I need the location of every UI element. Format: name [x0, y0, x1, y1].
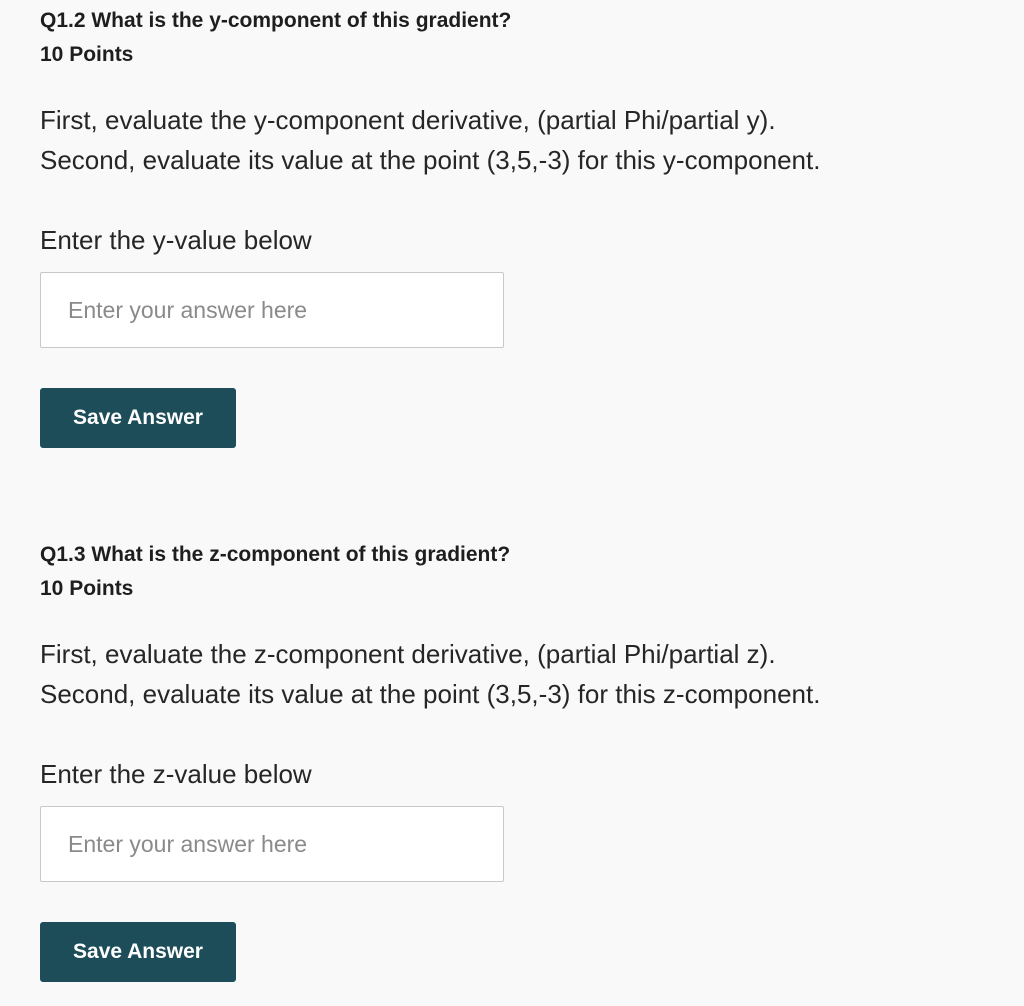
question-body-line: Second, evaluate its value at the point (3,5,-3) for this z-component.	[40, 679, 821, 709]
question-title: Q1.2 What is the y-component of this gradient?	[40, 9, 512, 32]
question-body-line: First, evaluate the z-component derivative, (partial Phi/partial z).	[40, 639, 776, 669]
question-points: 10 Points	[40, 577, 134, 600]
answer-prompt: Enter the y-value below	[40, 225, 312, 255]
answer-prompt: Enter the z-value below	[40, 759, 312, 789]
question-body	[40, 634, 940, 714]
save-answer-button[interactable]: Save Answer	[40, 922, 236, 982]
answer-input[interactable]	[40, 806, 504, 882]
answer-input[interactable]	[40, 272, 504, 348]
question-points: 10 Points	[40, 43, 134, 66]
question-q1-2	[40, 6, 940, 448]
question-body	[40, 100, 940, 180]
question-q1-3	[40, 540, 940, 982]
question-title: Q1.3 What is the z-component of this gradient?	[40, 543, 511, 566]
question-body-line: Second, evaluate its value at the point (3,5,-3) for this y-component.	[40, 145, 821, 175]
question-body-line: First, evaluate the y-component derivative, (partial Phi/partial y).	[40, 105, 776, 135]
save-answer-button[interactable]: Save Answer	[40, 388, 236, 448]
